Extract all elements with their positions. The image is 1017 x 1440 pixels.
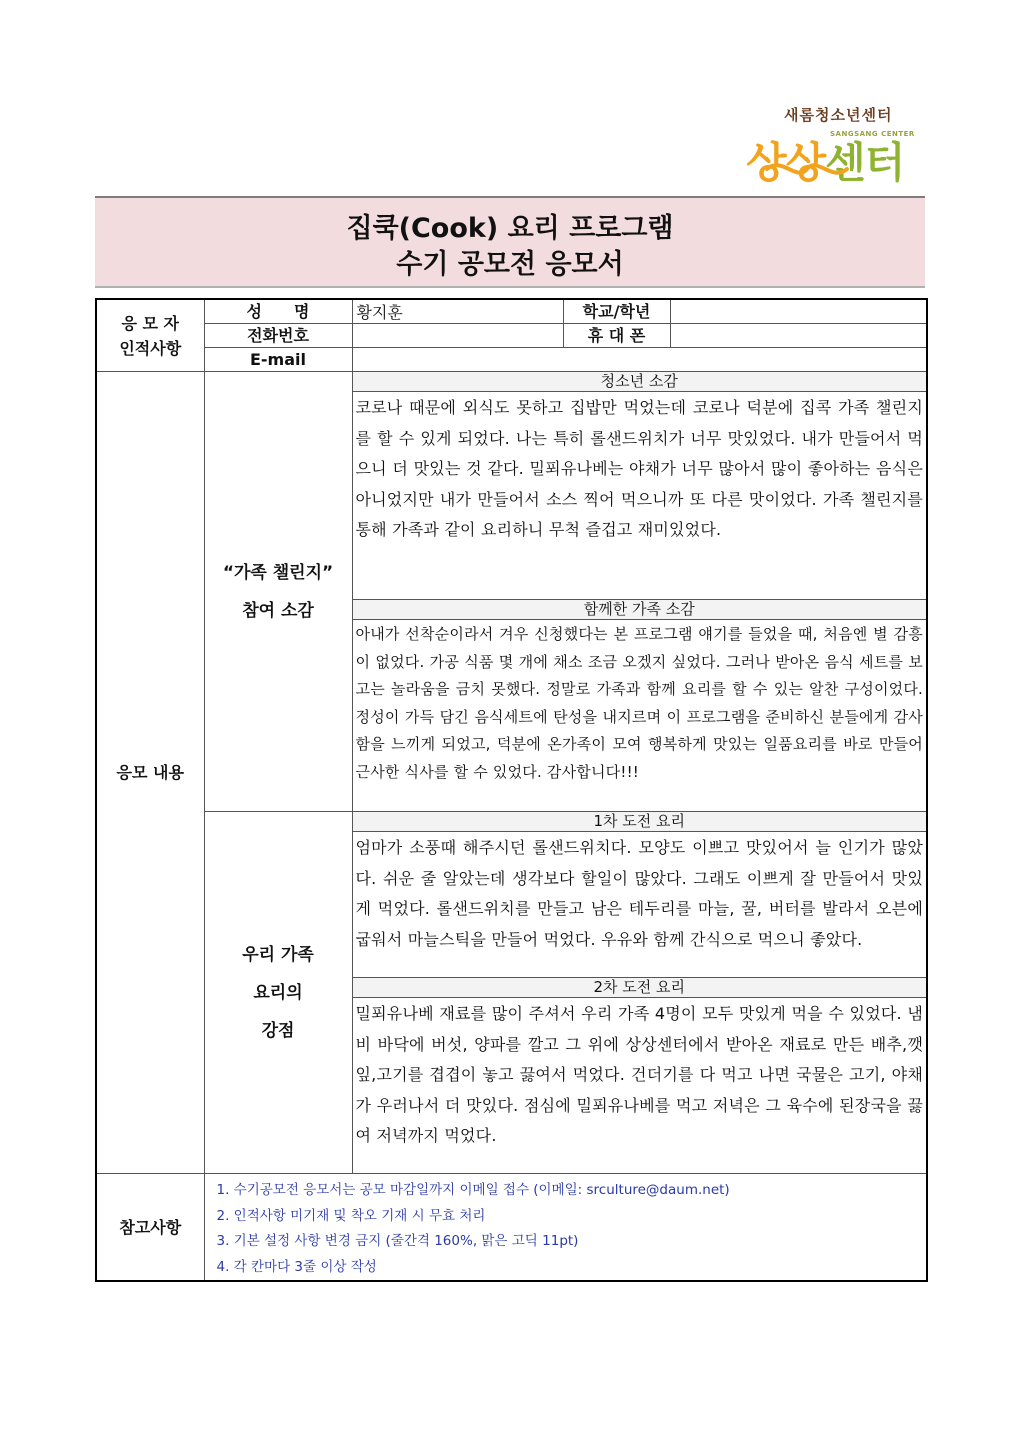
sangsang-center-logo [744,104,934,190]
strength-label-line-3: 강점 [261,1020,295,1041]
logo-big-text-b: 센터 [825,138,905,187]
content-section-label: 응모 내용 [96,372,204,1174]
logo-small-text: 새롬청소년센터 [784,106,893,124]
youth-impression-text[interactable]: 코로나 때문에 외식도 못하고 집밥만 먹었는데 코로나 덕분에 집콕 가족 챌린지를 할 수 있게 되었다. 나는 특히 롤샌드위치가 너무 맛있었다. 내가 만들어서 먹으니 더 맛있는 것 같다. 밀푀유나베는 야채가 너무 많아서 많이 좋아하는 음식은 아니었지만 내가 만들어서 소스 찍어 먹으니까 또 다른 맛이었다. 가족 챌린지를 통해 가족과 같이 요리하니 무척 즐겁고 재미있었다. [352,392,927,600]
strength-label [204,812,352,1174]
dish1-title: 1차 도전 요리 [352,812,927,832]
strength-label-line-1: 우리 가족 [242,944,314,965]
challenge-label-line-1: “가족 챌린지” [222,562,334,583]
notes-list [204,1174,927,1282]
name-value[interactable]: 황지훈 [352,299,563,324]
challenge-label [204,372,352,812]
note-item: 4. 각 칸마다 3줄 이상 작성 [216,1258,377,1275]
form-title-line-2: 수기 공모전 응모서 [396,249,624,280]
email-label: E-mail [204,348,352,372]
note-item: 3. 기본 설정 사항 변경 금지 (줄간격 160%, 맑은 고딕 11pt) [216,1233,579,1249]
applicant-label-line-2: 인적사항 [119,338,182,358]
application-form-table [95,298,928,1282]
logo-big-text-a: 상상 [746,138,826,187]
notes-section-label: 참고사항 [96,1174,204,1282]
mobile-value[interactable] [670,324,927,348]
dish2-text[interactable]: 밀푀유나베 재료를 많이 주셔서 우리 가족 4명이 모두 맛있게 먹을 수 있었다. 냄비 바닥에 버섯, 양파를 깔고 그 위에 상상센터에서 받아온 재료로 만든 배추,깻잎,고기를 겹겹이 놓고 끓여서 먹었다. 건더기를 다 먹고 나면 국물은 고기, 야채가 우러나서 더 맛있다. 점심에 밀푀유나베를 먹고 저녁은 그 육수에 된장국을 끓여 저녁까지 먹었다. [352,998,927,1174]
youth-impression-title: 청소년 소감 [352,372,927,392]
school-value[interactable] [670,299,927,324]
applicant-label-line-1: 응 모 자 [121,313,179,333]
phone-label: 전화번호 [204,324,352,348]
phone-value[interactable] [352,324,563,348]
strength-label-line-2: 요리의 [253,982,303,1003]
school-label: 학교/학년 [563,299,670,324]
logo-english-text: SANGSANG CENTER [830,130,915,138]
form-title-line-1: 집쿡(Cook) 요리 프로그램 [346,213,674,244]
dish1-text[interactable]: 엄마가 소풍때 해주시던 롤샌드위치다. 모양도 이쁘고 맛있어서 늘 인기가 많았다. 쉬운 줄 알았는데 생각보다 할일이 많았다. 그래도 이쁘게 잘 만들어서 맛있게 먹었다. 롤샌드위치를 만들고 남은 테두리를 마늘, 꿀, 버터를 발라서 오븐에 굽워서 마늘스틱을 만들어 먹었다. 우유와 함께 간식으로 먹으니 좋았다. [352,832,927,978]
note-item: 2. 인적사항 미기재 및 착오 기재 시 무효 처리 [216,1207,486,1224]
email-value[interactable] [352,348,927,372]
family-impression-text[interactable]: 아내가 선착순이라서 겨우 신청했다는 본 프로그램 얘기를 들었을 때, 처음엔 별 감흥이 없었다. 가공 식품 몇 개에 채소 조금 오겠지 싶었다. 그러나 받아온 음식 세트를 보고는 놀라움을 금치 못했다. 정말로 가족과 함께 요리를 할 수 있는 알찬 구성이었다. 정성이 가득 담긴 음식세트에 탄성을 내지르며 이 프로그램을 준비하신 분들에게 감사함을 느끼게 되었고, 덕분에 온가족이 모여 행복하게 맛있는 일품요리를 바로 만들어 근사한 식사를 할 수 있었다. 감사합니다!!! [352,620,927,812]
mobile-label: 휴 대 폰 [563,324,670,348]
note-item: 1. 수기공모전 응모서는 공모 마감일까지 이메일 접수 (이메일: srculture@daum.net) [216,1182,730,1198]
form-title-banner [95,196,925,288]
family-impression-title: 함께한 가족 소감 [352,600,927,620]
logo-swirl-icon [762,154,852,184]
challenge-label-line-2: 참여 소감 [242,600,314,621]
name-label: 성 명 [204,299,352,324]
dish2-title: 2차 도전 요리 [352,978,927,998]
applicant-section-label [96,299,204,372]
